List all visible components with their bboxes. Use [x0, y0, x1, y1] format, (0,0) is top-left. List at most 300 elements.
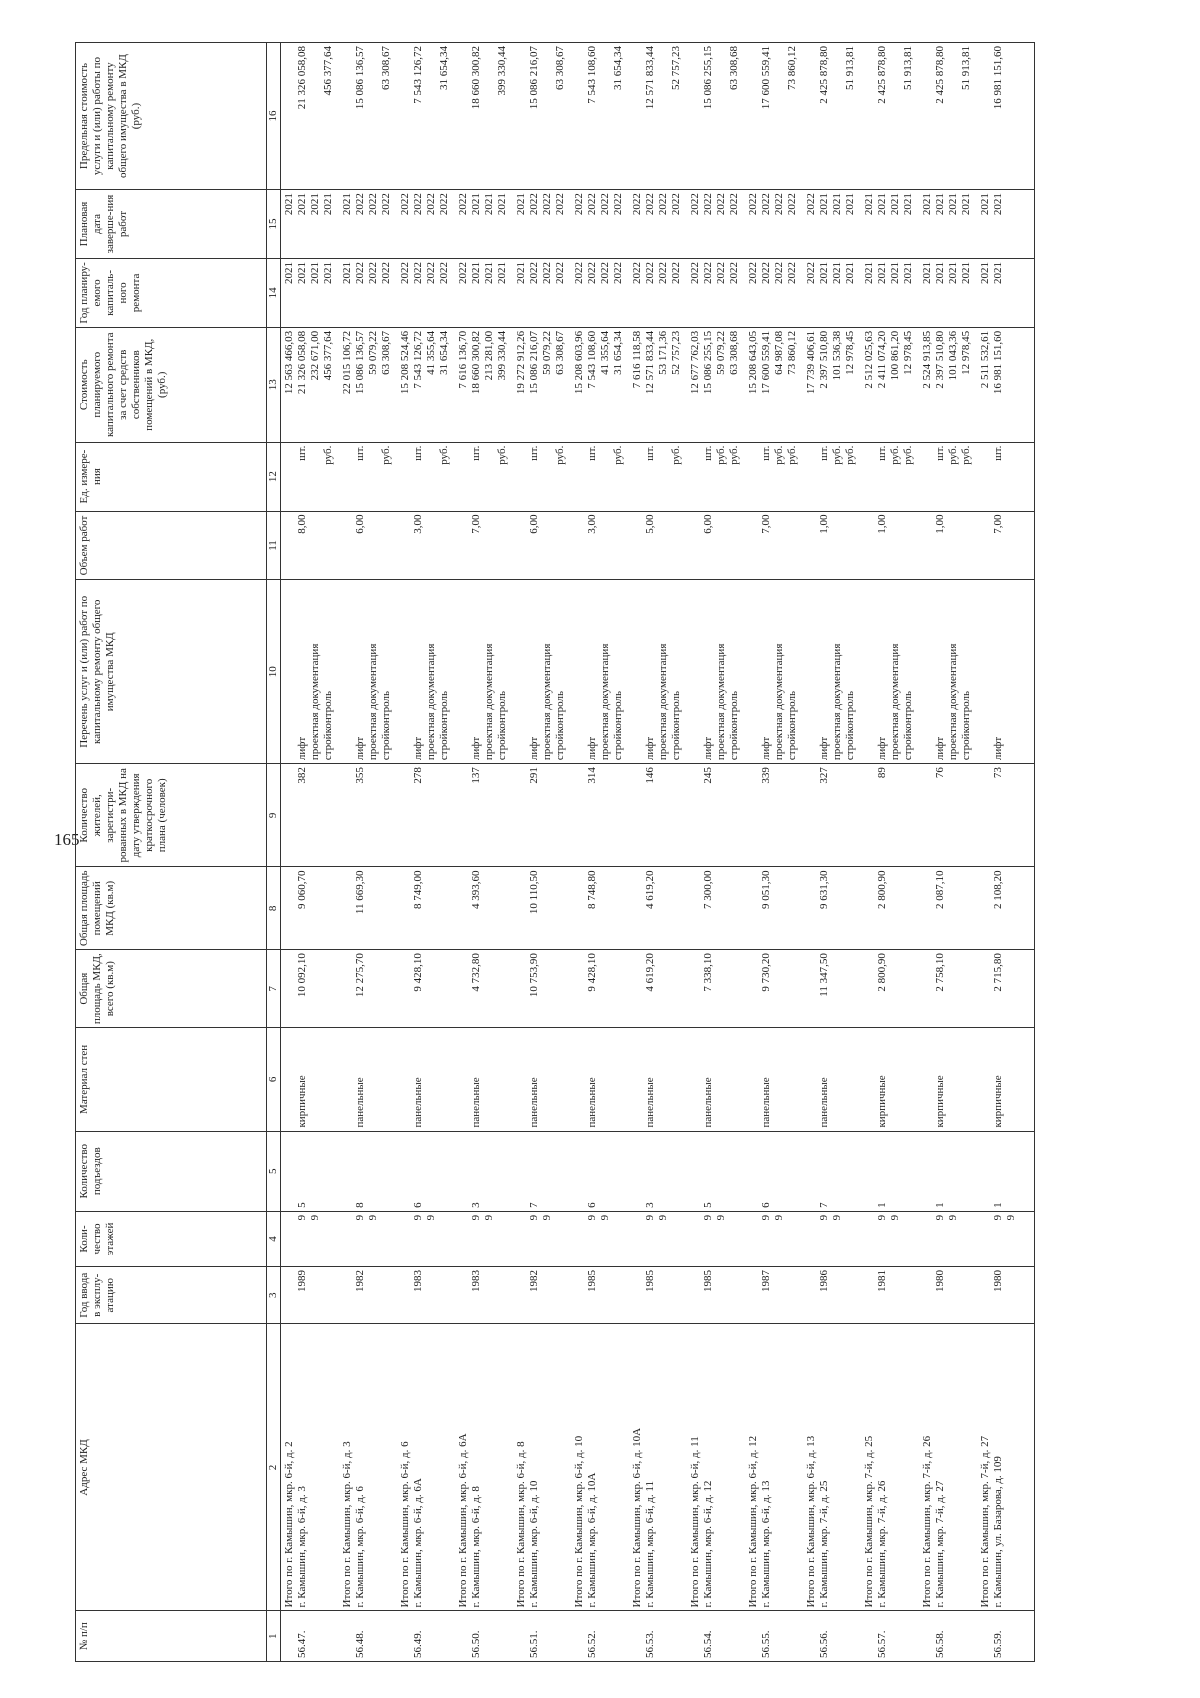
entrances: 3	[469, 1202, 482, 1208]
row-number: 56.59.	[991, 1630, 1004, 1658]
spacer	[979, 1614, 992, 1658]
work-volume: 6,00	[527, 514, 540, 534]
repair-year: 2022	[759, 261, 772, 284]
table-cell	[397, 1267, 455, 1324]
spacer	[515, 870, 528, 946]
completion-year: 2022	[727, 193, 740, 216]
area-rooms: 7 300,00	[701, 870, 714, 909]
repair-year: 2021	[959, 261, 972, 284]
unit: шт.	[296, 445, 308, 461]
wall-material: панельные	[527, 1077, 540, 1128]
area-rooms: 4 393,60	[469, 870, 482, 909]
residents: 76	[933, 767, 946, 779]
cost: 41 355,64	[424, 330, 437, 375]
unit: руб.	[772, 445, 785, 465]
completion-year: 2022	[411, 193, 424, 216]
spacer	[341, 870, 354, 946]
table-cell	[397, 950, 455, 1028]
table-cell	[919, 867, 977, 950]
repair-year	[1018, 262, 1031, 324]
completion-year: 2022	[804, 193, 817, 216]
table-cell	[977, 950, 1035, 1028]
table-cell	[745, 511, 803, 580]
entrances: 7	[817, 1202, 830, 1208]
table-cell	[977, 867, 1035, 950]
cost-total: 2 524 913,85	[920, 330, 933, 389]
spacer	[747, 1031, 760, 1127]
completion-year: 2021	[309, 193, 321, 216]
table-cell	[919, 190, 977, 259]
floors: 9	[540, 1214, 553, 1221]
table-cell	[513, 43, 571, 190]
table-cell	[397, 1324, 455, 1611]
completion-year: 2022	[669, 193, 682, 216]
table-cell	[397, 190, 455, 259]
table-row	[397, 43, 455, 1662]
residents: 314	[585, 767, 598, 784]
table-cell	[977, 1131, 1035, 1211]
table-cell	[977, 1211, 1035, 1266]
spacer	[515, 1270, 528, 1320]
row-number: 56.49.	[411, 1630, 424, 1658]
table-cell	[513, 442, 571, 511]
cost: 53 171,36	[656, 330, 669, 375]
cost: 64 987,08	[772, 330, 785, 375]
year-built: 1985	[585, 1270, 598, 1293]
repair-year: 2022	[553, 261, 566, 284]
work-volume: 5,00	[643, 514, 656, 534]
completion-year: 2022	[553, 193, 566, 216]
limit-cost: 31 654,34	[437, 46, 450, 90]
spacer	[863, 46, 876, 186]
spacer	[283, 1135, 296, 1208]
spacer	[921, 953, 934, 1024]
table-cell	[745, 442, 803, 511]
row-total-label: Итого по г. Камышин, мкр. 7-й, д. 26	[920, 1435, 933, 1608]
completion-year: 2022	[785, 193, 798, 216]
completion-year: 2021	[340, 193, 353, 216]
wall-material: панельные	[643, 1077, 656, 1128]
cost: 12 571 833,44	[643, 330, 656, 395]
table-cell	[629, 867, 687, 950]
limit-cost: 52 757,23	[669, 46, 682, 90]
cost	[1005, 331, 1018, 439]
row-address: г. Камышин, ул. Базарова, д. 109	[991, 1456, 1004, 1608]
work-item: лифт	[527, 736, 540, 761]
spacer	[921, 1031, 934, 1127]
column-header: Количество подъездов	[76, 1131, 267, 1211]
completion-year: 2022	[772, 193, 785, 216]
unit: руб.	[785, 445, 798, 465]
spacer	[689, 767, 702, 863]
table-cell	[281, 1267, 339, 1324]
area-total: 2 715,80	[991, 953, 1004, 992]
work-volume: 8,00	[296, 514, 308, 534]
table-cell	[339, 327, 397, 442]
floors: 9	[585, 1214, 598, 1221]
spacer	[457, 583, 470, 760]
repair-year: 2022	[643, 261, 656, 284]
table-cell	[861, 1611, 919, 1662]
row-total-label: Итого по г. Камышин, мкр. 6-й, д. 8	[514, 1441, 527, 1608]
table-cell	[687, 258, 745, 327]
completion-year: 2021	[920, 193, 933, 216]
limit-cost	[309, 46, 322, 186]
unit: руб.	[946, 445, 959, 465]
spacer	[921, 446, 934, 508]
limit-cost	[1005, 46, 1018, 186]
completion-year: 2022	[746, 193, 759, 216]
completion-year: 2022	[424, 193, 437, 216]
spacer	[805, 46, 818, 186]
completion-year: 2021	[978, 193, 991, 216]
table-cell	[861, 43, 919, 190]
entrances: 5	[701, 1202, 714, 1208]
repair-year: 2021	[933, 261, 946, 284]
table-cell	[513, 764, 571, 867]
table-cell	[803, 190, 861, 259]
table-cell	[571, 950, 629, 1028]
table-cell	[803, 1211, 861, 1266]
table-cell	[397, 258, 455, 327]
repair-year: 2022	[746, 261, 759, 284]
entrances: 1	[991, 1202, 1004, 1208]
table-cell	[803, 1028, 861, 1131]
row-number: 56.51.	[527, 1630, 540, 1658]
area-rooms: 11 669,30	[353, 870, 366, 915]
table-cell	[745, 1211, 803, 1266]
table-cell	[397, 43, 455, 190]
table-cell	[919, 43, 977, 190]
spacer	[573, 46, 586, 186]
completion-year: 2021	[888, 193, 901, 216]
spacer	[515, 953, 528, 1024]
table-cell	[513, 190, 571, 259]
wall-material: панельные	[701, 1077, 714, 1128]
spacer	[631, 446, 644, 508]
spacer	[573, 767, 586, 863]
column-number: 13	[267, 327, 281, 442]
residents: 382	[296, 767, 308, 784]
repair-year: 2022	[572, 261, 585, 284]
table-cell	[919, 511, 977, 580]
repair-year: 2022	[366, 261, 379, 284]
repair-year: 2021	[946, 261, 959, 284]
spacer	[805, 767, 818, 863]
table-cell	[281, 764, 339, 867]
work-volume: 6,00	[353, 514, 366, 534]
table-cell	[281, 1611, 339, 1662]
limit-cost: 12 571 833,44	[643, 46, 656, 110]
entrances: 3	[643, 1202, 656, 1208]
completion-year: 2021	[933, 193, 946, 216]
year-built: 1980	[933, 1270, 946, 1293]
work-item: проектная документация	[714, 643, 727, 761]
repair-year: 2022	[669, 261, 682, 284]
row-total-label: Итого по г. Камышин, мкр. 6-й, д. 12	[746, 1435, 759, 1608]
spacer	[689, 583, 702, 760]
spacer	[515, 1215, 528, 1263]
spacer	[399, 1215, 412, 1263]
spacer	[457, 1135, 470, 1208]
table-cell	[513, 258, 571, 327]
area-rooms: 8 748,80	[585, 870, 598, 909]
floors: 9	[875, 1214, 888, 1221]
cost: 63 308,67	[553, 330, 566, 375]
row-address: г. Камышин, мкр. 6-й, д. 10А	[585, 1472, 598, 1608]
work-item	[1005, 583, 1018, 760]
floors: 9	[643, 1214, 656, 1221]
limit-cost	[889, 46, 902, 186]
row-number: 56.58.	[933, 1630, 946, 1658]
spacer	[805, 870, 818, 946]
limit-cost: 31 654,34	[611, 46, 624, 90]
completion-year: 2022	[585, 193, 598, 216]
spacer	[631, 1614, 644, 1658]
table-cell	[687, 867, 745, 950]
column-header: Адрес МКД	[76, 1324, 267, 1611]
table-row	[861, 43, 919, 1662]
wall-material: панельные	[469, 1077, 482, 1128]
repair-year: 2021	[514, 261, 527, 284]
table-cell	[919, 764, 977, 867]
row-address: г. Камышин, мкр. 6-й, д. 8	[469, 1486, 482, 1608]
residents: 327	[817, 767, 830, 784]
residents: 245	[701, 767, 714, 784]
table-cell	[629, 511, 687, 580]
area-total: 12 275,70	[353, 953, 366, 998]
limit-cost	[1018, 46, 1031, 186]
spacer	[283, 870, 296, 946]
row-total-label: Итого по г. Камышин, мкр. 6-й, д. 11	[688, 1436, 701, 1608]
table-cell	[745, 1611, 803, 1662]
table-cell	[281, 950, 339, 1028]
cost: 213 281,00	[482, 330, 495, 381]
repair-year: 2022	[437, 261, 450, 284]
table-cell	[629, 1611, 687, 1662]
spacer	[341, 46, 354, 186]
table-cell	[919, 1611, 977, 1662]
cost-total: 7 616 118,58	[630, 330, 643, 389]
table-cell	[629, 1028, 687, 1131]
work-item: стройконтроль	[611, 690, 624, 761]
limit-cost: 51 913,81	[959, 46, 972, 90]
spacer	[979, 1215, 992, 1263]
floors: 9	[353, 1214, 366, 1221]
spacer	[631, 515, 644, 577]
table-body	[281, 43, 1035, 1662]
completion-year: 2022	[540, 193, 553, 216]
completion-year: 2021	[482, 193, 495, 216]
cost-total: 7 616 136,70	[456, 330, 469, 389]
repair-year: 2022	[804, 261, 817, 284]
table-cell	[687, 580, 745, 764]
completion-year: 2021	[946, 193, 959, 216]
repair-year: 2022	[411, 261, 424, 284]
table-row	[977, 43, 1035, 1662]
spacer	[631, 1031, 644, 1127]
table-cell	[397, 580, 455, 764]
column-number: 2	[267, 1324, 281, 1611]
table-cell	[861, 327, 919, 442]
table-cell	[571, 1267, 629, 1324]
completion-year: 2021	[469, 193, 482, 216]
area-rooms: 2 108,20	[991, 870, 1004, 909]
unit	[599, 446, 612, 508]
table-cell	[861, 867, 919, 950]
table-cell	[571, 580, 629, 764]
table-cell	[571, 1211, 629, 1266]
row-number: 56.50.	[469, 1630, 482, 1658]
table-cell	[513, 1211, 571, 1266]
spacer	[457, 446, 470, 508]
repair-year: 2021	[283, 261, 295, 284]
table-cell	[339, 442, 397, 511]
row-number: 56.55.	[759, 1630, 772, 1658]
spacer	[515, 46, 528, 186]
limit-cost	[367, 46, 380, 186]
year-built: 1980	[991, 1270, 1004, 1293]
row-address: г. Камышин, мкр. 6-й, д. 10	[527, 1480, 540, 1608]
rotated-table-container	[75, 42, 1175, 1662]
completion-year: 2021	[862, 193, 875, 216]
unit: руб.	[611, 445, 624, 465]
limit-cost	[541, 46, 554, 186]
spacer	[979, 1031, 992, 1127]
completion-year: 2022	[701, 193, 714, 216]
spacer	[863, 870, 876, 946]
spacer	[457, 767, 470, 863]
unit: руб.	[714, 445, 727, 465]
floors: 9	[701, 1214, 714, 1221]
spacer	[341, 1270, 354, 1320]
cost-total: 15 208 603,96	[572, 330, 585, 395]
spacer	[921, 1135, 934, 1208]
wall-material: панельные	[817, 1077, 830, 1128]
spacer	[921, 1614, 934, 1658]
table-cell	[339, 580, 397, 764]
cost-total: 12 677 762,03	[688, 330, 701, 395]
table-cell	[281, 1131, 339, 1211]
repair-year: 2021	[469, 261, 482, 284]
floors: 9	[309, 1214, 321, 1221]
completion-year: 2022	[688, 193, 701, 216]
table-cell	[745, 764, 803, 867]
table-cell	[919, 1211, 977, 1266]
spacer	[863, 446, 876, 508]
floors: 9	[991, 1214, 1004, 1221]
column-header: Количество жителей, зарегистри-рованных в МКД на дату утверждения краткосрочного плана (человек)	[76, 764, 267, 867]
spacer	[515, 1135, 528, 1208]
table-cell	[919, 1028, 977, 1131]
cost-total: 17 739 406,61	[804, 330, 817, 395]
residents: 73	[991, 767, 1004, 779]
table-cell	[281, 867, 339, 950]
table-cell	[281, 1324, 339, 1611]
spacer	[631, 953, 644, 1024]
repair-year: 2021	[322, 261, 334, 284]
floors: 9	[933, 1214, 946, 1221]
work-item: лифт	[469, 736, 482, 761]
cost: 7 543 126,72	[411, 330, 424, 389]
spacer	[573, 1031, 586, 1127]
floors: 9	[424, 1214, 437, 1221]
table-cell	[861, 580, 919, 764]
spacer	[399, 1614, 412, 1658]
table-cell	[687, 1324, 745, 1611]
spacer	[283, 767, 296, 863]
column-number: 4	[267, 1211, 281, 1266]
repair-year: 2022	[714, 261, 727, 284]
spacer	[805, 953, 818, 1024]
table-cell	[571, 1324, 629, 1611]
spacer	[341, 583, 354, 760]
cost-total: 15 208 643,05	[746, 330, 759, 395]
work-item: лифт	[701, 736, 714, 761]
repair-year: 2021	[817, 261, 830, 284]
floors: 9	[888, 1214, 901, 1221]
row-number: 56.53.	[643, 1630, 656, 1658]
table-row	[571, 43, 629, 1662]
spacer	[631, 583, 644, 760]
table-cell	[281, 511, 339, 580]
floors: 9	[830, 1214, 843, 1221]
year-built: 1985	[701, 1270, 714, 1293]
column-header: № п/п	[76, 1611, 267, 1662]
area-rooms: 9 060,70	[296, 870, 308, 909]
table-cell	[455, 190, 513, 259]
row-address: г. Камышин, мкр. 7-й, д. 27	[933, 1480, 946, 1608]
spacer	[979, 1270, 992, 1320]
area-total: 2 800,90	[875, 953, 888, 992]
table-cell	[455, 1211, 513, 1266]
spacer	[515, 1031, 528, 1127]
floors: 9	[772, 1214, 785, 1221]
completion-year: 2022	[437, 193, 450, 216]
table-row	[339, 43, 397, 1662]
spacer	[457, 1031, 470, 1127]
table-cell	[919, 258, 977, 327]
year-built: 1982	[353, 1270, 366, 1293]
spacer	[399, 1135, 412, 1208]
entrances: 6	[411, 1202, 424, 1208]
work-volume: 1,00	[817, 514, 830, 534]
table-cell	[397, 327, 455, 442]
completion-year: 2021	[495, 193, 508, 216]
table-cell	[339, 867, 397, 950]
completion-year: 2021	[875, 193, 888, 216]
unit: руб.	[379, 445, 392, 465]
cost: 399 330,44	[495, 330, 508, 381]
floors: 9	[759, 1214, 772, 1221]
spacer	[631, 767, 644, 863]
spacer	[979, 515, 992, 577]
spacer	[863, 1270, 876, 1320]
floors: 9	[411, 1214, 424, 1221]
repair-year: 2022	[398, 261, 411, 284]
completion-year: 2022	[366, 193, 379, 216]
table-cell	[629, 1324, 687, 1611]
column-header: Год планиру-емого капиталь-ного ремонта	[76, 258, 267, 327]
table-cell	[803, 764, 861, 867]
limit-cost: 2 425 878,80	[817, 46, 830, 104]
repair-year: 2021	[830, 261, 843, 284]
work-item: стройконтроль	[843, 690, 856, 761]
table-cell	[745, 867, 803, 950]
spacer	[863, 515, 876, 577]
row-address: г. Камышин, мкр. 7-й, д. 25	[817, 1480, 830, 1608]
table-cell	[513, 511, 571, 580]
